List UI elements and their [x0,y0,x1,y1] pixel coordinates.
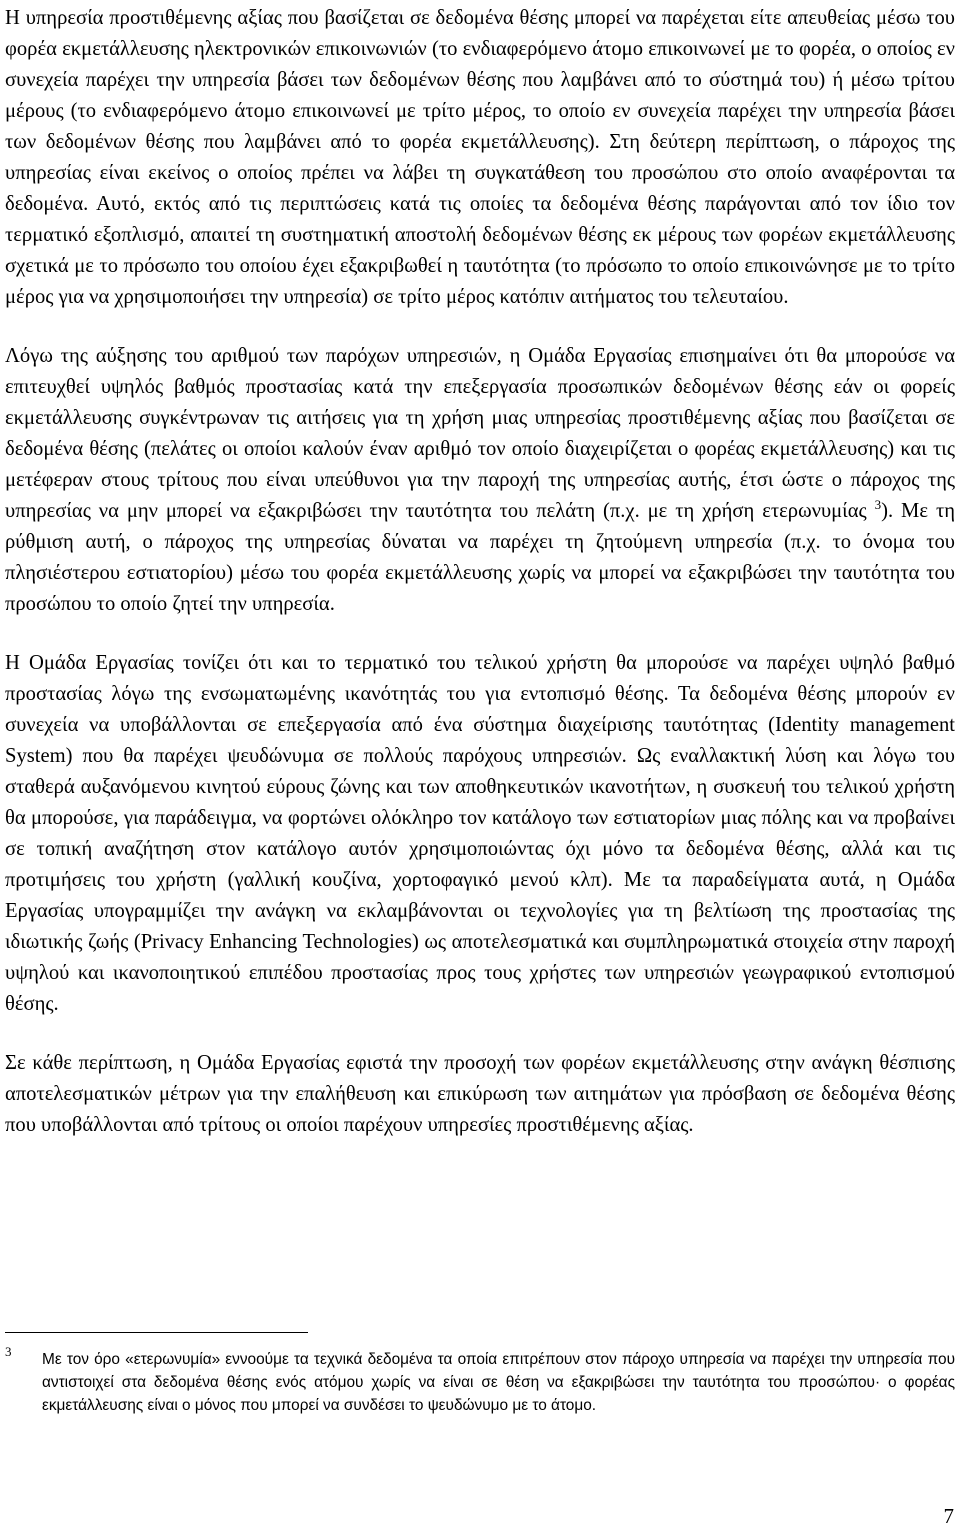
page-number: 7 [943,1504,954,1528]
document-page [5,3,955,1141]
paragraph-verification-measures: Σε κάθε περίπτωση, η Ομάδα Εργασίας εφιστά την προσοχή των φορέων εκμετάλλευσης στην ανάγκη θέσπισης αποτελεσματικών μέτρων για την επαλήθευση και επικύρωση των αιτημάτων για πρόσβαση σε δεδομένα θέσης που υποβάλλονται από τρίτους οι οποίοι παρέχουν υπηρεσίες προστιθέμενης αξίας. [5,1052,955,1136]
paragraph-service-delivery: Η υπηρεσία προστιθέμενης αξίας που βασίζεται σε δεδομένα θέσης μπορεί να παρέχεται είτε απευθείας μέσω του φορέα εκμετάλλευσης ηλεκτρονικών επικοινωνιών (το ενδιαφερόμενο άτομο επικοινωνεί με το φορέα, ο οποίος εν συνεχεία παρέχει την υπηρεσία βάσει των δεδομένων θέσης που λαμβάνει από το σύστημά του) ή μέσω τρίτου μέρους (το ενδιαφερόμενο άτομο επικοινωνεί με τρίτο μέρος, το οποίο εν συνεχεία παρέχει την υπηρεσία βάσει των δεδομένων θέσης που λαμβάνει από το φορέα εκμετάλλευσης). Στη δεύτερη περίπτωση, ο πάροχος της υπηρεσίας είναι εκείνος ο οποίος πρέπει να λάβει τη συγκατάθεση του προσώπου στο οποίο αναφέρονται τα δεδομένα. Αυτό, εκτός από τις περιπτώσεις κατά τις οποίες τα δεδομένα θέσης παράγονται από τον ίδιο τον τερματικό εξοπλισμό, απαιτεί τη συστηματική αποστολή δεδομένων θέσης εκ μέρους των φορέων εκμετάλλευσης σχετικά με το πρόσωπο του οποίου έχει εξακριβωθεί η ταυτότητα (το πρόσωπο το οποίο επικοινώνησε με το τρίτο μέρος για να χρησιμοποιήσει την υπηρεσία) σε τρίτο μέρος κατόπιν αιτήματος του τελευταίου. [5,7,955,308]
footnote-reference[interactable]: 3 [874,497,882,513]
footnote-text: Με τον όρο «ετερωνυμία» εννοούμε τα τεχνικά δεδομένα τα οποία επιτρέπουν στον πάροχο υπηρεσία να παρέχει την υπηρεσία που αντιστοιχεί στα δεδομένα θέσης ενός ατόμου χωρίς να είναι σε θέση να εξακριβώσει την ταυτότητα του προσώπου· ο φορέας εκμετάλλευσης είναι ο μόνος που μπορεί να συνδέσει το ψευδώνυμο με το άτομο. [42,1351,955,1414]
paragraph-provider-aggregation-text-after: ). Με τη ρύθμιση αυτή, ο πάροχος της υπηρεσίας δύναται να παρέχει τη ζητούμενη υπηρεσία (π.χ. το όνομα του πλησιέστερου εστιατορίου) μέσω του φορέα εκμετάλλευσης χωρίς να μπορεί να εξακριβώσει την ταυτότητα του προσώπου το οποίο ζητεί την υπηρεσία. [5,500,955,615]
footnote-separator [5,1332,308,1333]
paragraph-provider-aggregation-text-before: Λόγω της αύξησης του αριθμού των παρόχων υπηρεσιών, η Ομάδα Εργασίας επισημαίνει ότι θα μπορούσε να επιτευχθεί υψηλός βαθμός προστασίας κατά την επεξεργασία προσωπικών δεδομένων θέσης εάν οι φορείς εκμετάλλευσης συγκέντρωναν τις αιτήσεις για τη χρήση μιας υπηρεσίας προστιθέμενης αξίας που βασίζεται σε δεδομένα θέσης (πελάτες οι οποίοι καλούν έναν αριθμό τον οποίο διαχειρίζεται ο φορέας εκμετάλλευσης) και τις μετέφεραν στους τρίτους που είναι υπεύθυνοι για την παροχή της υπηρεσίας αυτής, έτσι ώστε ο πάροχος της υπηρεσίας να μην μπορεί να εξακριβώσει την ταυτότητα του πελάτη (π.χ. με τη χρήση ετερωνυμίας [5,345,955,522]
footnote-number: 3 [5,1344,12,1359]
footnote [5,1344,955,1417]
paragraph-terminal-protection: Η Ομάδα Εργασίας τονίζει ότι και το τερματικό του τελικού χρήστη θα μπορούσε να παρέχει υψηλό βαθμό προστασίας λόγω της ενσωματωμένης ικανότητάς του για εντοπισμό θέσης. Τα δεδομένα θέσης μπορούν εν συνεχεία να υποβάλλονται σε επεξεργασία από ένα σύστημα διαχείρισης ταυτότητας (Identity management System) που θα παρέχει ψευδώνυμα σε πολλούς παρόχους υπηρεσιών. Ως εναλλακτική λύση και λόγω του σταθερά αυξανόμενου κινητού εύρους ζώνης και των αποθηκευτικών ικανοτήτων, η συσκευή του τελικού χρήστη θα μπορούσε, για παράδειγμα, να φορτώνει ολόκληρο τον κατάλογο των εστιατορίων μιας πόλης και να προβαίνει σε τοπική αναζήτηση στον κατάλογο αυτόν χρησιμοποιώντας όχι μόνο τα δεδομένα θέσης, αλλά και τις προτιμήσεις του χρήστη (γαλλική κουζίνα, χορτοφαγικό μενού κλπ). Με τα παραδείγματα αυτά, η Ομάδα Εργασίας υπογραμμίζει την ανάγκη να εκλαμβάνονται οι τεχνολογίες για τη βελτίωση της προστασίας της ιδιωτικής ζωής (Privacy Enhancing Technologies) ως αποτελεσματικά και συμπληρωματικά στοιχεία στην παροχή υψηλού και ικανοποιητικού επιπέδου προστασίας προς τους χρήστες των υπηρεσιών γεωγραφικού εντοπισμού θέσης. [5,652,955,1015]
paragraph-provider-aggregation [5,341,955,620]
